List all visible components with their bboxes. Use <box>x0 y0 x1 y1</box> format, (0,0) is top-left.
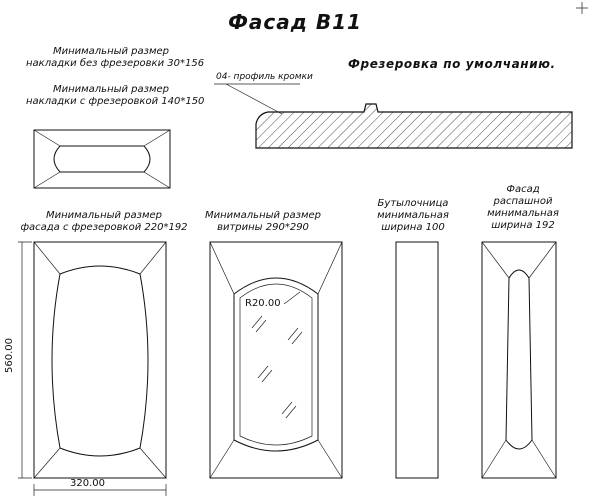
swing-facade-line-3: минимальная <box>487 208 559 219</box>
bottle-rack-line-2: минимальная <box>377 210 449 221</box>
height-dimension-line <box>18 242 32 478</box>
overlay-no-milling-line-2: накладки без фрезеровки 30*156 <box>26 58 205 69</box>
edge-profile-section <box>256 104 572 148</box>
vitrine-panel <box>210 242 342 478</box>
vitrine-outer-frame <box>210 242 342 478</box>
radius-label: R20.00 <box>245 298 281 309</box>
edge-profile-label: 04- профиль кромки <box>216 72 313 82</box>
swing-facade-inner-milling <box>506 270 532 449</box>
radius-leader <box>284 292 300 304</box>
width-dimension: 320.00 <box>70 478 105 489</box>
vitrine-corner-lines <box>210 242 342 478</box>
overlay-milling-line-1: Минимальный размер <box>52 84 170 95</box>
bottle-rack-line-1: Бутылочница <box>377 198 449 209</box>
glass-reflection-marks <box>252 316 302 418</box>
corner-mark <box>576 2 588 14</box>
profile-leader-line <box>214 84 300 114</box>
vitrine-min-line-1: Минимальный размер <box>204 210 322 221</box>
facade-outer-frame <box>34 242 166 478</box>
width-dimension-line <box>34 484 166 496</box>
milling-default-heading: Фрезеровка по умолчанию. <box>348 57 556 71</box>
overlay-inner-milling <box>54 146 150 172</box>
swing-facade-line-2: распашной <box>493 196 553 207</box>
vitrine-glass-opening-inner <box>240 284 312 445</box>
facade-corner-lines <box>34 242 166 478</box>
bottle-rack-line-3: ширина 100 <box>381 222 445 233</box>
vitrine-glass-opening-outer <box>234 278 318 451</box>
vitrine-min-line-2: витрины 290*290 <box>217 222 309 233</box>
swing-facade-panel <box>482 242 556 478</box>
overlay-milling-line-2: накладки с фрезеровкой 140*150 <box>26 96 205 107</box>
overlay-panel <box>34 130 170 188</box>
swing-facade-line-1: Фасад <box>506 184 540 195</box>
drawing-title: Фасад B11 <box>228 10 362 34</box>
swing-facade-outer-frame <box>482 242 556 478</box>
swing-facade-corner-lines <box>482 242 556 478</box>
height-dimension: 560.00 <box>4 338 15 373</box>
facade-min-line-1: Минимальный размер <box>45 210 163 221</box>
swing-facade-line-4: ширина 192 <box>491 220 555 231</box>
overlay-no-milling-line-1: Минимальный размер <box>52 46 170 57</box>
bottle-rack-panel <box>396 242 438 478</box>
facade-panel <box>18 242 166 496</box>
facade-inner-milling <box>52 266 148 456</box>
facade-min-line-2: фасада с фрезеровкой 220*192 <box>20 222 188 233</box>
